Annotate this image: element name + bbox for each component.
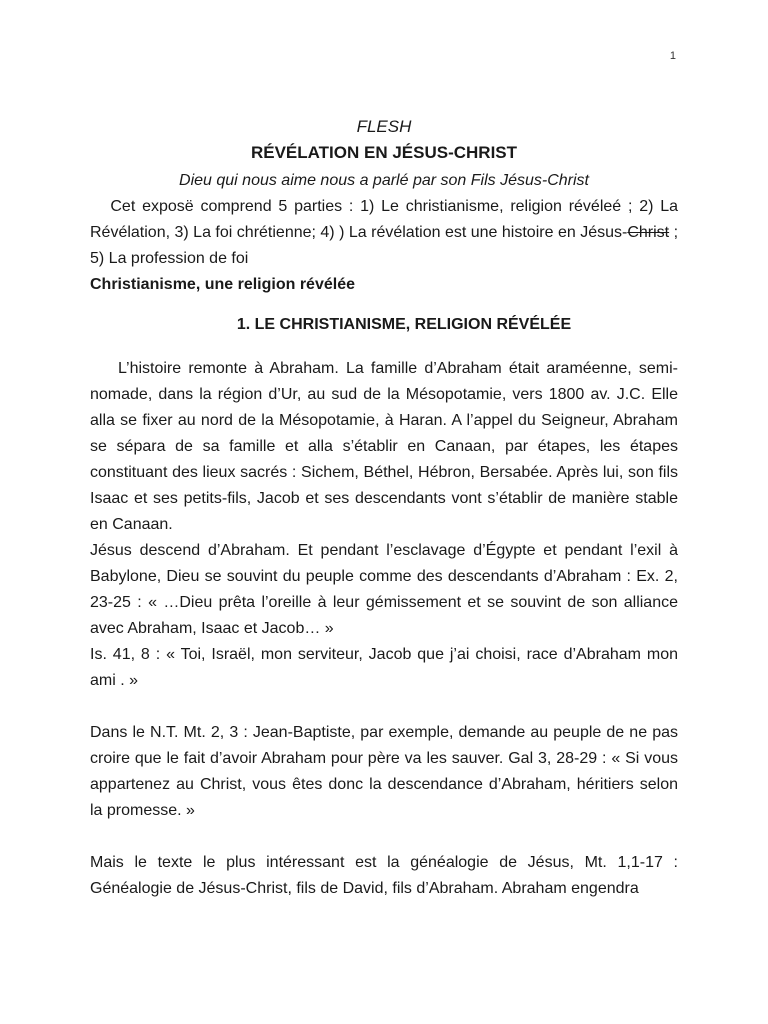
intro-strikethrough-text: Christ xyxy=(627,224,670,241)
document-subtitle: Dieu qui nous aime nous a parlé par son Fils Jésus-Christ xyxy=(179,172,589,189)
document-body xyxy=(90,116,678,902)
intro-paragraph xyxy=(90,194,678,272)
body-paragraph-3: Is. 41, 8 : « Toi, Israël, mon serviteur, Jacob que j’ai choisi, race d’Abraham mon ami . » xyxy=(90,646,678,689)
bold-subheading: Christianisme, une religion révélée xyxy=(90,276,355,293)
body-paragraph-5: Mais le texte le plus intéressant est la généalogie de Jésus, Mt. 1,1-17 : Généalogie de Jésus-Christ, fils de David, fils d’Abraham. Abraham engendra xyxy=(90,854,678,897)
document-title: RÉVÉLATION EN JÉSUS-CHRIST xyxy=(250,143,518,162)
page-number: 1 xyxy=(669,50,676,62)
body-paragraph-1: L’histoire remonte à Abraham. La famille d’Abraham était araméenne, semi-nomade, dans la région d’Ur, au sud de la Mésopotamie, vers 1800 av. J.C. Elle alla se fixer au nord de la Mésopotamie, à Haran. A l’appel du Seigneur, Abraham se sépara de sa famille et alla s’établir en Canaan, par étapes, les étapes constituant des lieux sacrés : Sichem, Béthel, Hébron, Bersabée. Après lui, son fils Isaac et ses petits-fils, Jacob et ses descendants vont s’établir de manière stable en Canaan. xyxy=(90,360,678,533)
document-label: FLESH xyxy=(356,117,412,136)
paragraph-spacer xyxy=(90,694,678,720)
paragraph-spacer xyxy=(90,824,678,850)
intro-text-start: Cet exposë comprend 5 parties : 1) Le christianisme, religion révéleé ; 2) La Révélation, 3) La foi chrétienne; 4) ) La révélation est une histoire en Jésus- xyxy=(90,198,678,241)
intro-text-end: ; 5) La profession de foi xyxy=(90,224,679,267)
body-paragraph-4: Dans le N.T. Mt. 2, 3 : Jean-Baptiste, par exemple, demande au peuple de ne pas croire que le fait d’avoir Abraham pour père va les sauver. Gal 3, 28-29 : « Si vous appartenez au Christ, vous êtes donc la descendance d’Abraham, héritiers selon la promesse. » xyxy=(90,724,678,819)
section-heading: 1. LE CHRISTIANISME, RELIGION RÉVÉLÉE xyxy=(236,316,572,333)
body-paragraph-2: Jésus descend d’Abraham. Et pendant l’esclavage d’Égypte et pendant l’exil à Babylone, Dieu se souvint du peuple comme des descendants d’Abraham : Ex. 2, 23-25 : « …Dieu prêta l’oreille à leur gémissement et se souvint de son alliance avec Abraham, Isaac et Jacob… » xyxy=(90,542,678,637)
